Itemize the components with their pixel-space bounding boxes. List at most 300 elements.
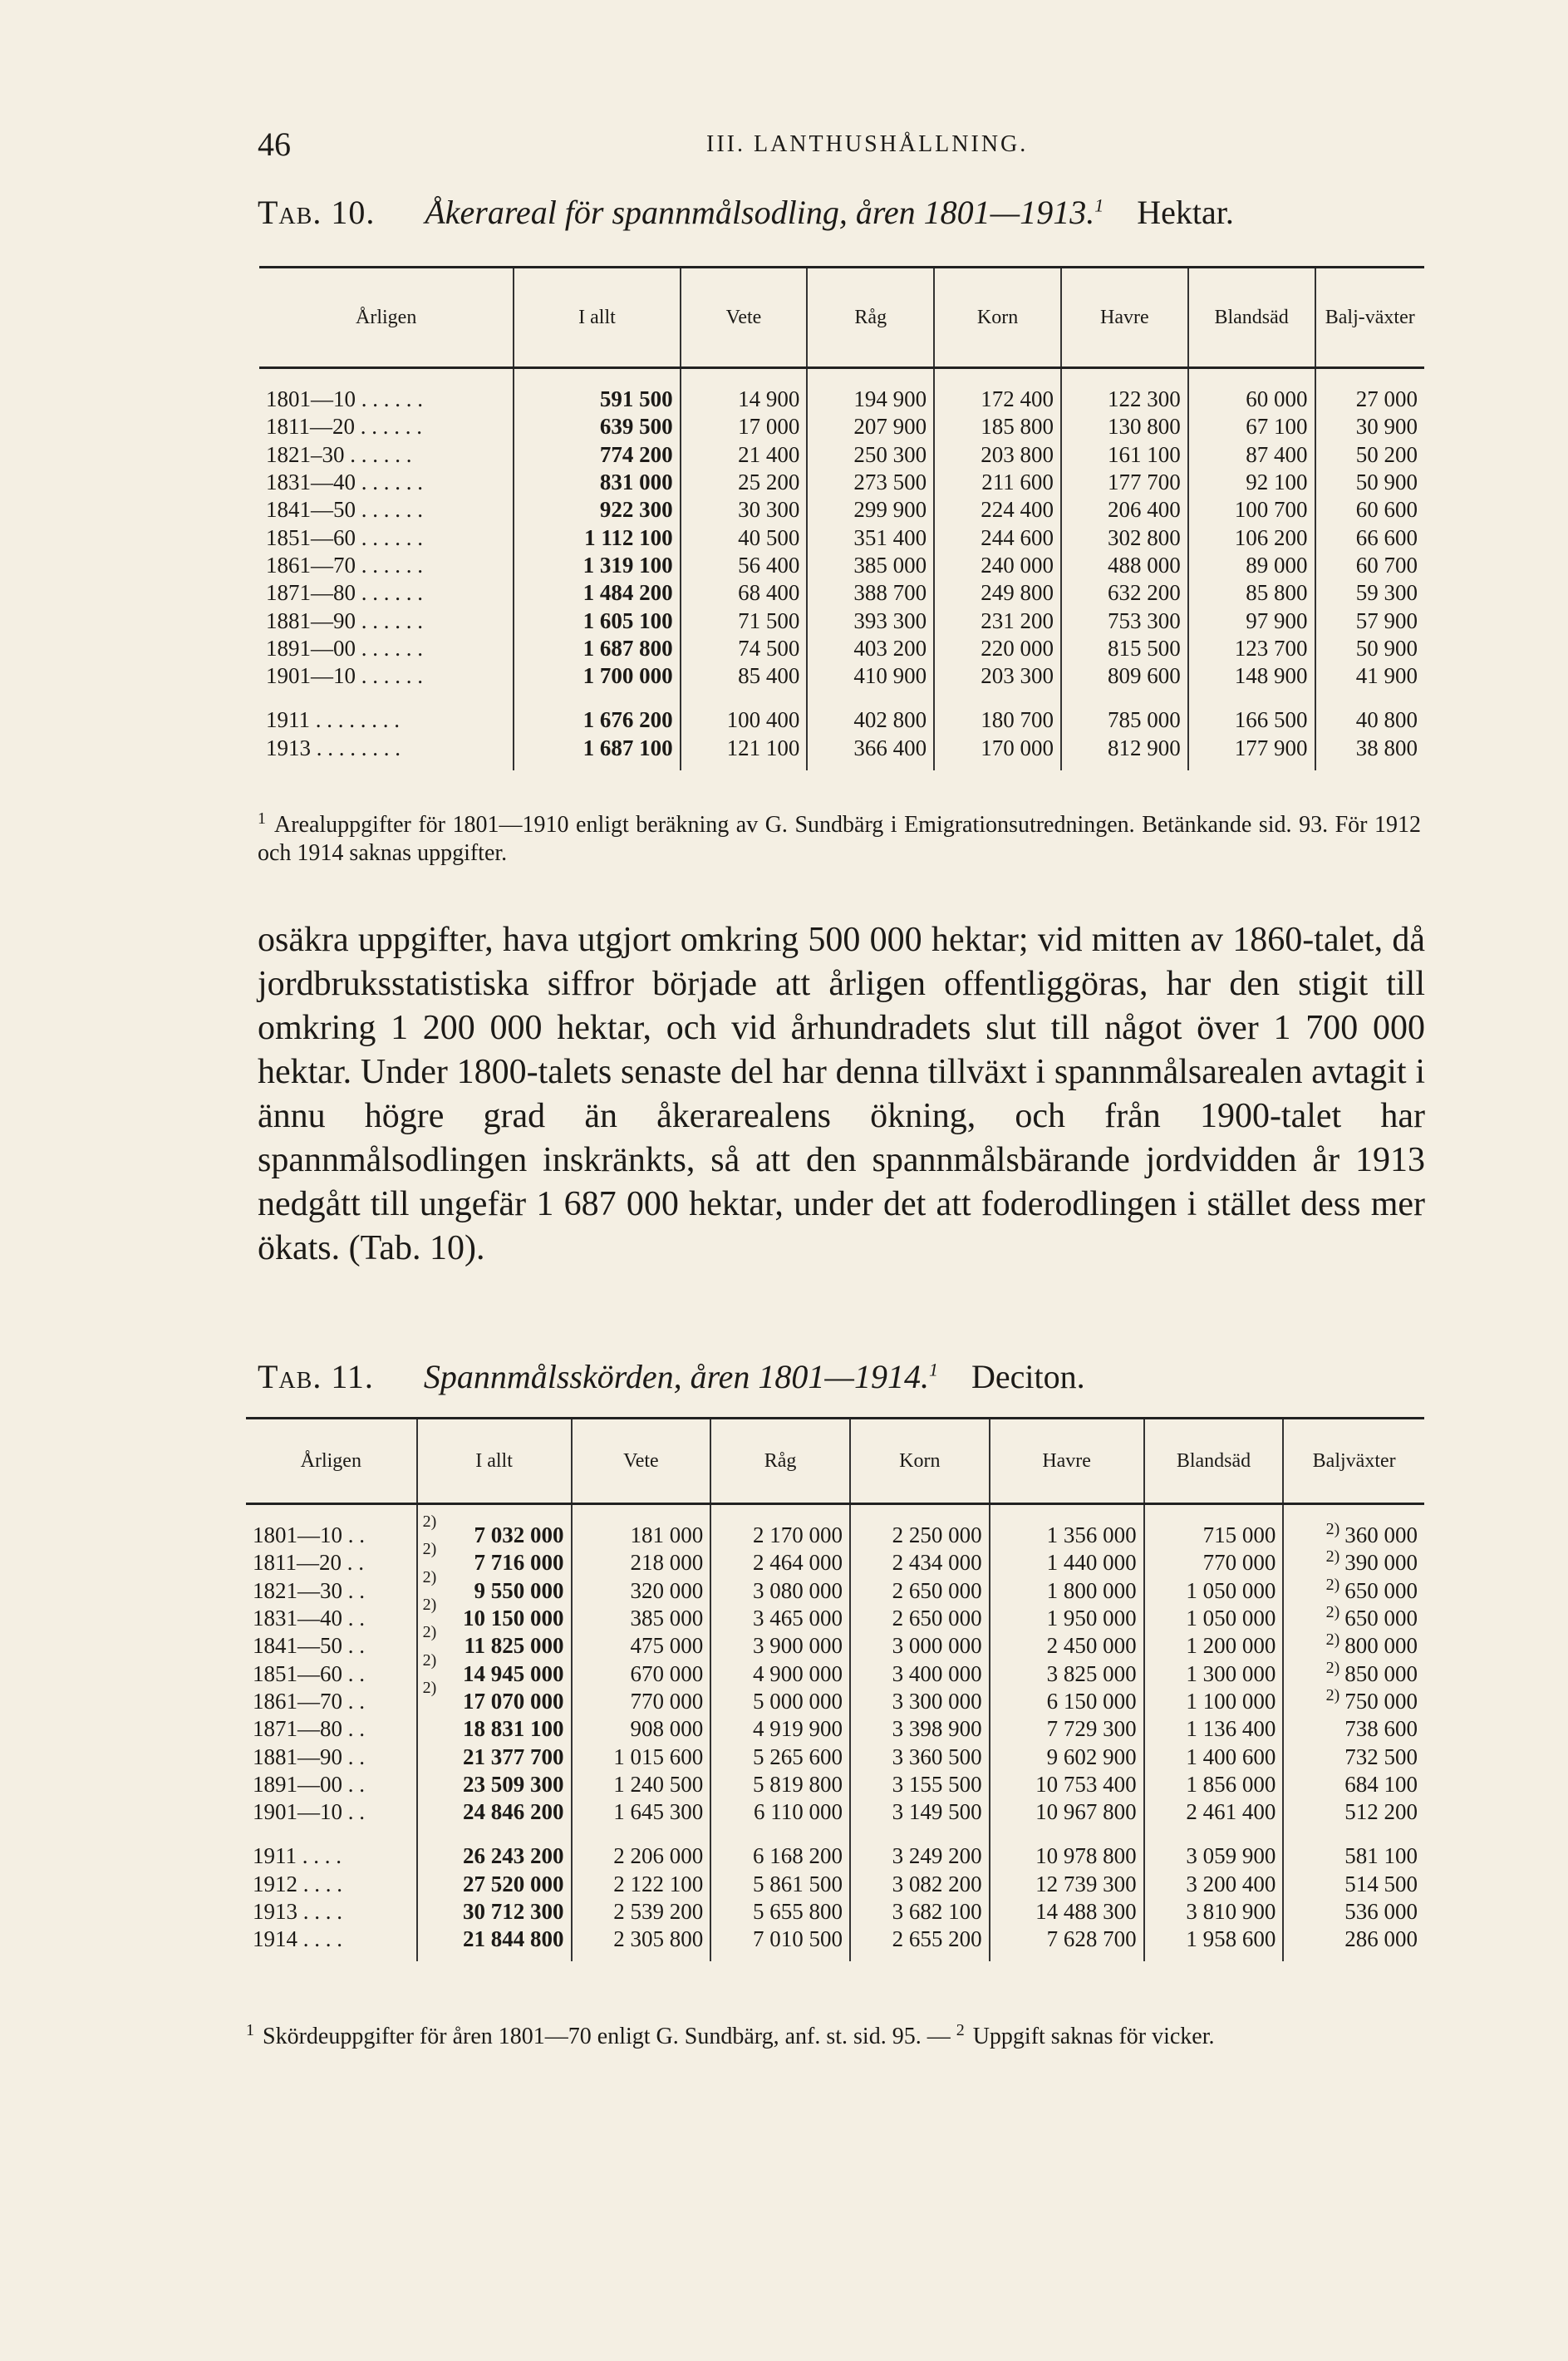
table11-col-header: Korn — [850, 1419, 990, 1504]
table-cell — [1283, 1685, 1424, 1715]
table-cell: 2 170 000 — [710, 1504, 850, 1550]
row-label: 1811—20 . . . . . . — [266, 414, 422, 440]
legume-value: 512 200 — [1344, 1799, 1418, 1825]
table-cell: 2 539 200 — [572, 1898, 711, 1926]
table-cell: 10 753 400 — [990, 1771, 1144, 1798]
table-cell: 97 900 — [1188, 607, 1315, 634]
row-label: 1911 . . . . . . . . — [266, 707, 400, 733]
table-cell: 922 300 — [514, 496, 680, 524]
table11-title: Spannmålsskörden, åren 1801—1914.$^1$ — [423, 1358, 938, 1395]
table-cell: 320 000 — [572, 1577, 711, 1605]
table-row — [259, 496, 1424, 524]
table-row — [246, 1798, 1424, 1826]
table-cell: 4 919 900 — [710, 1715, 850, 1743]
table11-col-header: Baljväxter — [1283, 1419, 1424, 1504]
table-cell: 3 155 500 — [850, 1771, 990, 1798]
page-number: 46 — [258, 125, 291, 163]
table-cell: 385 000 — [572, 1605, 711, 1632]
table-cell: 177 700 — [1061, 469, 1188, 496]
total-value: 24 846 200 — [463, 1799, 564, 1825]
table-cell: 2 206 000 — [572, 1842, 711, 1870]
table-cell: 366 400 — [807, 735, 934, 770]
table-cell: 50 200 — [1315, 441, 1425, 469]
table-cell: 475 000 — [572, 1632, 711, 1660]
table-cell: 2 450 000 — [990, 1632, 1144, 1660]
table-cell: 85 800 — [1188, 579, 1315, 607]
table-cell: 41 900 — [1315, 662, 1425, 690]
table-cell: 38 800 — [1315, 735, 1425, 770]
row-label: 1821—30 . . — [253, 1577, 365, 1603]
table10-footnote: $^1$ Arealuppgifter för 1801—1910 enligt beräkning av G. Sundbärg i Emigrationsutredningen. Betänkande sid. 93. För 1912 och 1914 saknas uppgifter. — [258, 809, 1421, 866]
table-cell: 172 400 — [934, 368, 1061, 414]
table-cell: 273 500 — [807, 469, 934, 496]
table-cell — [1283, 1660, 1424, 1687]
table-cell: 60 700 — [1315, 552, 1425, 579]
table-cell: 25 200 — [681, 469, 808, 496]
table-cell: 591 500 — [514, 368, 680, 414]
table-row — [246, 1926, 1424, 1961]
legume-value: 684 100 — [1344, 1771, 1418, 1797]
table-cell: 581 100 — [1283, 1842, 1424, 1870]
table-cell: 2) 14 945 000 — [417, 1660, 572, 1687]
table-cell: 66 600 — [1315, 524, 1425, 551]
table-cell: 1 856 000 — [1144, 1771, 1284, 1798]
table-cell: 3 080 000 — [710, 1577, 850, 1605]
row-label: 1831—40 . . — [253, 1606, 365, 1631]
table-cell: 1 700 000 — [514, 662, 680, 690]
row-gap — [259, 690, 1424, 706]
table-cell: 21 400 — [681, 441, 808, 469]
table-cell: 100 400 — [681, 706, 808, 734]
legume-value: 738 600 — [1344, 1716, 1418, 1742]
table-cell: 536 000 — [1283, 1898, 1424, 1926]
table-cell: 770 000 — [572, 1688, 711, 1715]
table-cell: 403 200 — [807, 635, 934, 662]
table-cell: 181 000 — [572, 1504, 711, 1550]
table-cell: 3 682 100 — [850, 1898, 990, 1926]
table-cell: 1 136 400 — [1144, 1715, 1284, 1743]
row-label: 1901—10 . . . . . . — [266, 663, 423, 689]
table-cell: 71 500 — [681, 607, 808, 634]
table10-col-header: Vete — [681, 268, 808, 368]
row-label: 1912 . . . . — [253, 1871, 342, 1896]
table-cell: 3 900 000 — [710, 1632, 850, 1660]
legume-value: 850 000 — [1344, 1660, 1418, 1686]
table10-unit: Hektar. — [1137, 194, 1234, 231]
table-row — [246, 1842, 1424, 1870]
table-cell: 1 319 100 — [514, 552, 680, 579]
table11-footnote: $^1$ Skördeuppgifter för åren 1801—70 enligt G. Sundbärg, anf. st. sid. 95. — $^2$ Uppgift saknas för vicker. — [246, 2020, 1215, 2049]
table-cell: 299 900 — [807, 496, 934, 524]
chapter-title: III. LANTHUSHÅLLNING. — [706, 131, 1029, 157]
total-value: 14 945 000 — [463, 1660, 564, 1686]
table-cell: 1 800 000 — [990, 1577, 1144, 1605]
table11-col-header: Blandsäd — [1144, 1419, 1284, 1504]
row-label: 1901—10 . . — [253, 1799, 365, 1825]
table-cell: 5 819 800 — [710, 1771, 850, 1798]
table-cell: 100 700 — [1188, 496, 1315, 524]
table-cell: 302 800 — [1061, 524, 1188, 551]
table-cell: 632 200 — [1061, 579, 1188, 607]
table11-col-header: Havre — [990, 1419, 1144, 1504]
table-cell: 7 010 500 — [710, 1926, 850, 1961]
table-cell: 3 000 000 — [850, 1632, 990, 1660]
table-cell — [417, 1715, 572, 1743]
table-cell: 68 400 — [681, 579, 808, 607]
table11-label: Tab. 11. — [258, 1358, 374, 1395]
table-row — [246, 1898, 1424, 1926]
table-cell: 40 500 — [681, 524, 808, 551]
table-cell: 2 434 000 — [850, 1549, 990, 1576]
table-cell: 3 465 000 — [710, 1605, 850, 1632]
legume-value: 732 500 — [1344, 1744, 1418, 1769]
table-cell: 1 050 000 — [1144, 1577, 1284, 1605]
row-label: 1861—70 . . — [253, 1688, 365, 1714]
row-label: 1881—90 . . . . . . — [266, 607, 423, 633]
table-cell: 785 000 — [1061, 706, 1188, 734]
table-cell — [1283, 1743, 1424, 1770]
total-value: 7 716 000 — [474, 1550, 564, 1576]
table-cell: 286 000 — [1283, 1926, 1424, 1961]
table11-col-header: Vete — [572, 1419, 711, 1504]
table-cell: 224 400 — [934, 496, 1061, 524]
table-cell: 56 400 — [681, 552, 808, 579]
row-label: 1851—60 . . — [253, 1660, 365, 1686]
table-cell: 30 900 — [1315, 413, 1425, 440]
table-cell: 14 488 300 — [990, 1898, 1144, 1926]
table-cell: 161 100 — [1061, 441, 1188, 469]
table-row — [246, 1743, 1424, 1770]
table-cell: 2 650 000 — [850, 1577, 990, 1605]
table-cell: 27 000 — [1315, 368, 1425, 414]
table-cell: 6 168 200 — [710, 1842, 850, 1870]
table-cell: 67 100 — [1188, 413, 1315, 440]
table-cell: 1 050 000 — [1144, 1605, 1284, 1632]
table11-col-header: Årligen — [246, 1419, 417, 1504]
table-cell: 130 800 — [1061, 413, 1188, 440]
legume-value: 800 000 — [1344, 1633, 1418, 1659]
table10-col-header: Balj-växter — [1315, 268, 1425, 368]
note-marker: 2) — [1325, 1520, 1340, 1539]
table-cell: 488 000 — [1061, 552, 1188, 579]
table-cell: 50 900 — [1315, 635, 1425, 662]
row-label: 1861—70 . . . . . . — [266, 552, 423, 578]
table-cell: 351 400 — [807, 524, 934, 551]
table-cell: 7 628 700 — [990, 1926, 1144, 1961]
table-cell: 2) 10 150 000 — [417, 1605, 572, 1632]
row-label: 1841—50 . . . . . . — [266, 497, 423, 523]
table-cell: 2 464 000 — [710, 1549, 850, 1576]
table-cell: 30 300 — [681, 496, 808, 524]
table-row — [246, 1688, 1424, 1715]
note-marker: 2) — [1325, 1575, 1340, 1594]
table-cell: 3 810 900 — [1144, 1898, 1284, 1926]
table-cell: 3 059 900 — [1144, 1842, 1284, 1870]
table-cell: 3 149 500 — [850, 1798, 990, 1826]
total-value: 18 831 100 — [463, 1716, 564, 1742]
row-label: 1871—80 . . . . . . — [266, 580, 423, 606]
table-cell: 10 978 800 — [990, 1842, 1144, 1870]
table-row — [246, 1715, 1424, 1743]
table-cell: 402 800 — [807, 706, 934, 734]
table-cell: 2) 11 825 000 — [417, 1632, 572, 1660]
row-label: 1811—20 . . — [253, 1550, 364, 1576]
table-cell: 3 200 400 — [1144, 1871, 1284, 1898]
note-marker: 2) — [1325, 1547, 1340, 1567]
table-cell: 2) 7 716 000 — [417, 1549, 572, 1576]
table-cell: 170 000 — [934, 735, 1061, 770]
table-cell: 250 300 — [807, 441, 934, 469]
table-row — [259, 524, 1424, 551]
total-value: 23 509 300 — [463, 1771, 564, 1797]
table-row — [259, 635, 1424, 662]
table-cell: 1 356 000 — [990, 1504, 1144, 1550]
table-cell — [1283, 1771, 1424, 1798]
table10-caption — [258, 193, 1234, 232]
table10 — [259, 266, 1424, 770]
legume-value: 650 000 — [1344, 1577, 1418, 1603]
table-cell: 1 605 100 — [514, 607, 680, 634]
legume-value: 390 000 — [1344, 1550, 1418, 1576]
table-cell: 809 600 — [1061, 662, 1188, 690]
table-cell: 1 015 600 — [572, 1743, 711, 1770]
table11-caption — [258, 1357, 1085, 1396]
table10-title: Åkerareal för spannmålsodling, åren 1801—1913.$^1$ — [425, 194, 1104, 231]
table-cell: 5 265 600 — [710, 1743, 850, 1770]
table-row — [246, 1771, 1424, 1798]
table-cell: 85 400 — [681, 662, 808, 690]
table11-col-header: I allt — [417, 1419, 572, 1504]
table-row — [259, 368, 1424, 414]
table-cell — [417, 1743, 572, 1770]
table-cell: 177 900 — [1188, 735, 1315, 770]
table-cell: 231 200 — [934, 607, 1061, 634]
table-cell: 715 000 — [1144, 1504, 1284, 1550]
table-row — [259, 706, 1424, 734]
table-cell: 514 500 — [1283, 1871, 1424, 1898]
table-cell: 393 300 — [807, 607, 934, 634]
table-cell: 388 700 — [807, 579, 934, 607]
table-cell — [1283, 1798, 1424, 1826]
table-cell: 21 844 800 — [417, 1926, 572, 1961]
table-cell: 7 729 300 — [990, 1715, 1144, 1743]
row-label: 1914 . . . . — [253, 1926, 342, 1952]
table-cell: 3 398 900 — [850, 1715, 990, 1743]
table-cell: 12 739 300 — [990, 1871, 1144, 1898]
table-cell: 812 900 — [1061, 735, 1188, 770]
table-cell: 26 243 200 — [417, 1842, 572, 1870]
table-cell: 123 700 — [1188, 635, 1315, 662]
table-cell: 2 650 000 — [850, 1605, 990, 1632]
table-cell: 1 100 000 — [1144, 1688, 1284, 1715]
table-cell: 10 967 800 — [990, 1798, 1144, 1826]
table-cell: 1 400 600 — [1144, 1743, 1284, 1770]
table-cell: 89 000 — [1188, 552, 1315, 579]
table-row — [246, 1871, 1424, 1898]
table-cell: 1 240 500 — [572, 1771, 711, 1798]
table11 — [246, 1417, 1424, 1961]
table-cell: 6 110 000 — [710, 1798, 850, 1826]
table-cell: 203 300 — [934, 662, 1061, 690]
table-cell: 831 000 — [514, 469, 680, 496]
table-row — [259, 413, 1424, 440]
table-row — [259, 662, 1424, 690]
table-cell: 1 687 800 — [514, 635, 680, 662]
legume-value: 750 000 — [1344, 1688, 1418, 1714]
row-label: 1801—10 . . . . . . — [266, 386, 423, 412]
table-cell: 3 825 000 — [990, 1660, 1144, 1687]
table-row — [259, 441, 1424, 469]
table-cell: 60 600 — [1315, 496, 1425, 524]
table-cell: 1 676 200 — [514, 706, 680, 734]
table-cell: 1 687 100 — [514, 735, 680, 770]
table-cell: 50 900 — [1315, 469, 1425, 496]
table-cell: 5 000 000 — [710, 1688, 850, 1715]
table-cell: 194 900 — [807, 368, 934, 414]
table-cell: 40 800 — [1315, 706, 1425, 734]
note-marker: 2) — [1325, 1685, 1340, 1704]
table-cell: 385 000 — [807, 552, 934, 579]
table-cell: 5 655 800 — [710, 1898, 850, 1926]
table-cell: 3 082 200 — [850, 1871, 990, 1898]
row-label: 1831—40 . . . . . . — [266, 470, 423, 495]
table-cell: 207 900 — [807, 413, 934, 440]
table-cell: 1 440 000 — [990, 1549, 1144, 1576]
table-row — [259, 469, 1424, 496]
row-label: 1851—60 . . . . . . — [266, 524, 423, 550]
table-cell: 1 645 300 — [572, 1798, 711, 1826]
table10-col-header: I allt — [514, 268, 680, 368]
table-cell: 249 800 — [934, 579, 1061, 607]
table-cell: 148 900 — [1188, 662, 1315, 690]
table-cell: 774 200 — [514, 441, 680, 469]
table-cell: 1 200 000 — [1144, 1632, 1284, 1660]
note-marker: 2) — [1325, 1658, 1340, 1677]
table-cell — [1283, 1504, 1424, 1550]
table-cell: 122 300 — [1061, 368, 1188, 414]
table-cell: 2 122 100 — [572, 1871, 711, 1898]
table-cell: 60 000 — [1188, 368, 1315, 414]
table10-col-header: Råg — [807, 268, 934, 368]
table-cell: 2 461 400 — [1144, 1798, 1284, 1826]
table-cell: 203 800 — [934, 441, 1061, 469]
table-cell: 2 655 200 — [850, 1926, 990, 1961]
table-cell: 220 000 — [934, 635, 1061, 662]
table10-col-header: Årligen — [259, 268, 514, 368]
table10-col-header: Korn — [934, 268, 1061, 368]
table-cell: 57 900 — [1315, 607, 1425, 634]
row-label: 1821–30 . . . . . . — [266, 441, 412, 467]
table-cell: 2 250 000 — [850, 1504, 990, 1550]
table-cell: 753 300 — [1061, 607, 1188, 634]
table-cell: 410 900 — [807, 662, 934, 690]
total-value: 17 070 000 — [463, 1688, 564, 1714]
table-cell: 87 400 — [1188, 441, 1315, 469]
table-cell: 1 958 600 — [1144, 1926, 1284, 1961]
row-label: 1881—90 . . — [253, 1744, 365, 1769]
table-cell: 6 150 000 — [990, 1688, 1144, 1715]
table-cell: 17 000 — [681, 413, 808, 440]
table-row — [259, 579, 1424, 607]
table-cell: 815 500 — [1061, 635, 1188, 662]
row-label: 1841—50 . . — [253, 1633, 365, 1659]
table-cell — [1283, 1632, 1424, 1660]
row-label: 1913 . . . . — [253, 1899, 342, 1924]
table-cell: 166 500 — [1188, 706, 1315, 734]
legume-value: 360 000 — [1344, 1522, 1418, 1548]
table-cell: 639 500 — [514, 413, 680, 440]
table-cell: 14 900 — [681, 368, 808, 414]
row-label: 1891—00 . . — [253, 1771, 365, 1797]
table-row — [259, 607, 1424, 634]
table-cell: 121 100 — [681, 735, 808, 770]
table11-col-header: Råg — [710, 1419, 850, 1504]
table-cell: 180 700 — [934, 706, 1061, 734]
table-cell: 211 600 — [934, 469, 1061, 496]
table-cell: 3 300 000 — [850, 1688, 990, 1715]
table-cell: 2 305 800 — [572, 1926, 711, 1961]
table-cell — [1283, 1715, 1424, 1743]
table-cell: 59 300 — [1315, 579, 1425, 607]
note-marker: 2) — [1325, 1631, 1340, 1650]
table10-label: Tab. 10. — [258, 194, 376, 231]
row-label: 1911 . . . . — [253, 1843, 342, 1869]
table-cell: 908 000 — [572, 1715, 711, 1743]
table-cell: 3 400 000 — [850, 1660, 990, 1687]
table-cell: 185 800 — [934, 413, 1061, 440]
total-value: 10 150 000 — [463, 1606, 564, 1631]
table-cell: 30 712 300 — [417, 1898, 572, 1926]
table-cell: 106 200 — [1188, 524, 1315, 551]
table-cell: 74 500 — [681, 635, 808, 662]
table-cell: 1 300 000 — [1144, 1660, 1284, 1687]
table-cell: 92 100 — [1188, 469, 1315, 496]
table-cell — [1283, 1605, 1424, 1632]
row-label: 1801—10 . . — [253, 1522, 365, 1548]
table-cell: 27 520 000 — [417, 1871, 572, 1898]
table-cell — [417, 1771, 572, 1798]
total-value: 9 550 000 — [474, 1577, 564, 1603]
running-head — [258, 125, 1421, 175]
table-cell: 1 484 200 — [514, 579, 680, 607]
table-cell: 670 000 — [572, 1660, 711, 1687]
table10-col-header: Havre — [1061, 268, 1188, 368]
table-cell: 2) 9 550 000 — [417, 1577, 572, 1605]
total-value: 21 377 700 — [463, 1744, 564, 1769]
table-cell: 5 861 500 — [710, 1871, 850, 1898]
table-row — [259, 552, 1424, 579]
table-cell: 4 900 000 — [710, 1660, 850, 1687]
table-cell: 218 000 — [572, 1549, 711, 1576]
table-cell: 770 000 — [1144, 1549, 1284, 1576]
table-cell: 206 400 — [1061, 496, 1188, 524]
row-label: 1913 . . . . . . . . — [266, 735, 401, 760]
row-label: 1891—00 . . . . . . — [266, 635, 423, 661]
total-value: 11 825 000 — [464, 1633, 564, 1659]
table-cell: 1 112 100 — [514, 524, 680, 551]
table-cell — [1283, 1549, 1424, 1576]
table11-unit: Deciton. — [971, 1358, 1085, 1395]
table-cell: 240 000 — [934, 552, 1061, 579]
table-cell: 1 950 000 — [990, 1605, 1144, 1632]
row-label: 1871—80 . . — [253, 1716, 365, 1742]
body-paragraph: osäkra uppgifter, hava utgjort omkring 500 000 hektar; vid mitten av 1860-talet, då jordbruksstatistiska siffror började att årligen offentliggöras, har den stigit till omkring 1 200 000 hektar, och vid århundradets slut till något över 1 700 000 hektar. Under 1800-talets senaste del har denna tillväxt i spannmålsarealen avtagit i ännu högre grad än åkerarealens ökning, och från 1900-talet har spannmålsodlingen inskränkts, så att den spannmålsbärande jordvidden år 1913 nedgått till ungefär 1 687 000 hektar, under det att foderodlingen i stället dess mer ökats. (Tab. 10). — [258, 921, 1425, 1267]
table-cell — [1283, 1577, 1424, 1605]
table-cell: 9 602 900 — [990, 1743, 1144, 1770]
table-cell: 3 360 500 — [850, 1743, 990, 1770]
legume-value: 650 000 — [1344, 1606, 1418, 1631]
table10-col-header: Blandsäd — [1188, 268, 1315, 368]
